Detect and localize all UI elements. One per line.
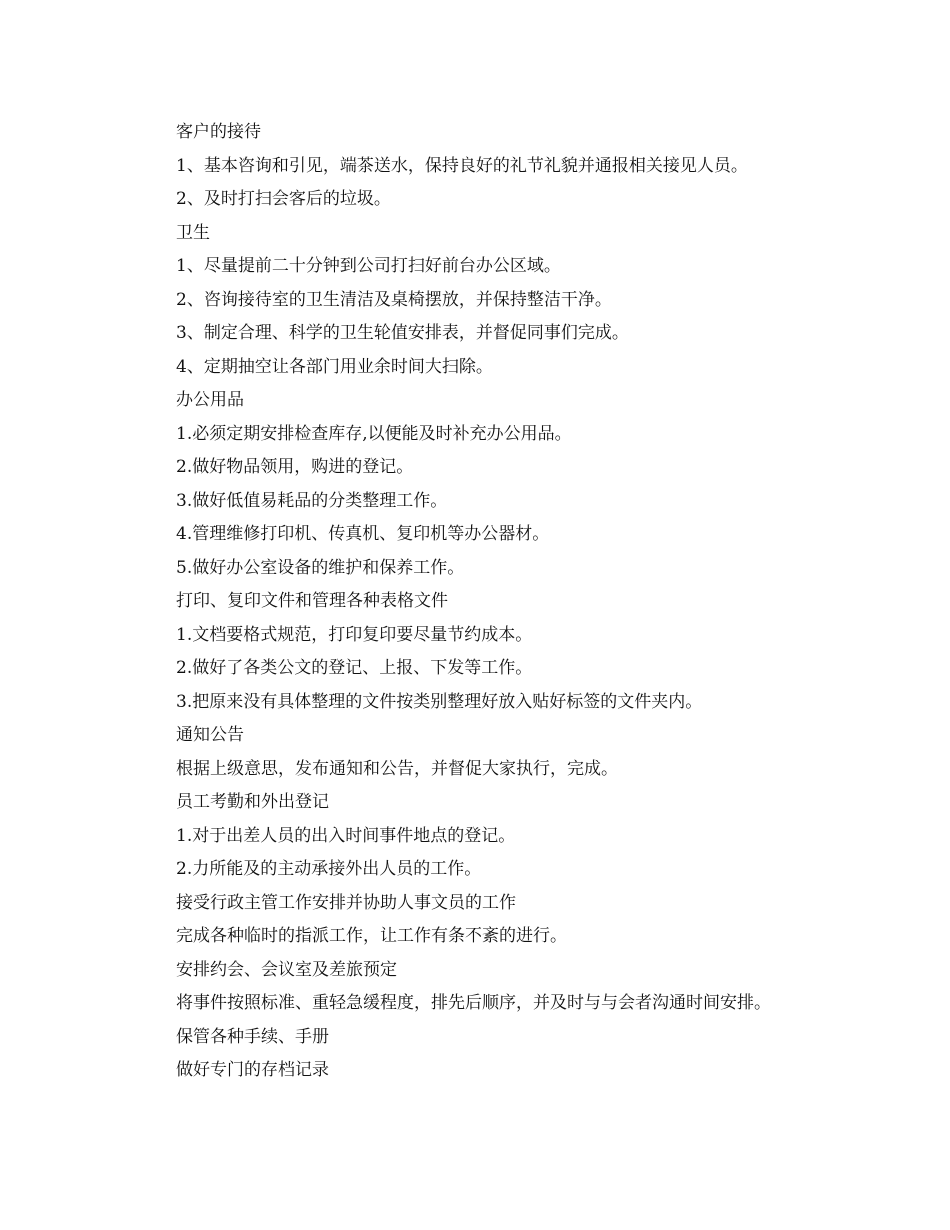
text-line: 2、咨询接待室的卫生清洁及桌椅摆放，并保持整洁干净。 <box>176 289 612 310</box>
text-line: 2.力所能及的主动承接外出人员的工作。 <box>176 859 482 879</box>
section-heading-scheduling: 安排约会、会议室及差旅预定 <box>176 959 397 980</box>
text-line: 3.做好低值易耗品的分类整理工作。 <box>176 490 448 511</box>
text-line: 1.文档要格式规范，打印复印要尽量节约成本。 <box>176 624 533 645</box>
text-line: 3.把原来没有具体整理的文件按类别整理好放入贴好标签的文件夹内。 <box>176 691 703 712</box>
section-heading-printing: 打印、复印文件和管理各种表格文件 <box>176 591 448 611</box>
text-line: 完成各种临时的指派工作，让工作有条不紊的进行。 <box>176 926 567 946</box>
section-heading-admin-assist: 接受行政主管工作安排并协助人事文员的工作 <box>176 892 516 913</box>
text-line: 3、制定合理、科学的卫生轮值安排表，并督促同事们完成。 <box>176 323 629 343</box>
text-line: 1、基本咨询和引见，端茶送水，保持良好的礼节礼貌并通报相关接见人员。 <box>176 155 748 176</box>
section-heading-office-supplies: 办公用品 <box>176 390 244 410</box>
document-body <box>176 116 876 1088</box>
text-line: 1、尽量提前二十分钟到公司打扫好前台办公区域。 <box>176 256 561 276</box>
text-line: 2.做好物品领用，购进的登记。 <box>176 457 414 477</box>
section-heading-reception: 客户的接待 <box>176 122 261 142</box>
text-line: 5.做好办公室设备的维护和保养工作。 <box>176 557 465 578</box>
text-line: 4.管理维修打印机、传真机、复印机等办公器材。 <box>176 524 550 544</box>
text-line: 1.必须定期安排检查库存,以便能及时补充办公用品。 <box>176 423 572 444</box>
section-heading-attendance: 员工考勤和外出登记 <box>176 792 329 812</box>
text-line: 根据上级意思，发布通知和公告，并督促大家执行，完成。 <box>176 758 618 779</box>
text-line: 做好专门的存档记录 <box>176 1060 329 1080</box>
text-line: 2.做好了各类公文的登记、上报、下发等工作。 <box>176 658 533 678</box>
text-line: 4、定期抽空让各部门用业余时间大扫除。 <box>176 356 493 377</box>
text-line: 2、及时打扫会客后的垃圾。 <box>176 189 391 209</box>
text-line: 将事件按照标准、重轻急缓程度，排先后顺序，并及时与与会者沟通时间安排。 <box>176 993 771 1013</box>
section-heading-hygiene: 卫生 <box>176 222 210 243</box>
text-line: 1.对于出差人员的出入时间事件地点的登记。 <box>176 825 516 846</box>
section-heading-notices: 通知公告 <box>176 725 244 745</box>
section-heading-manuals: 保管各种手续、手册 <box>176 1026 329 1047</box>
